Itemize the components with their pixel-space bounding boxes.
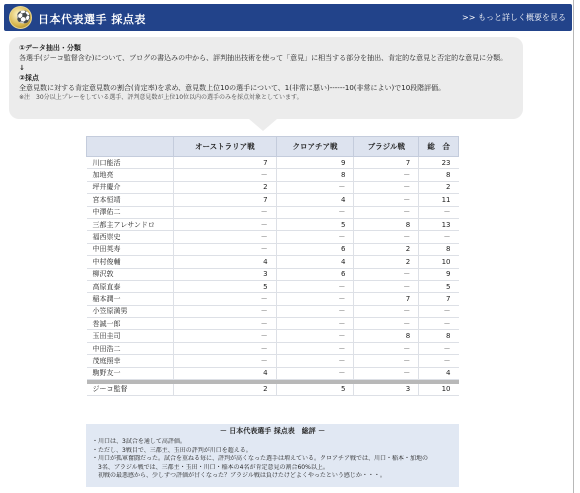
table-row xyxy=(87,318,459,330)
down-arrow-icon: ↓ xyxy=(19,64,25,72)
player-name: 宮本恒靖 xyxy=(87,194,174,206)
score-cell: 4 xyxy=(174,367,277,379)
score-cell: 4 xyxy=(276,256,354,268)
score-cell: － xyxy=(276,318,354,330)
score-cell: 2 xyxy=(174,384,277,396)
table-row xyxy=(87,169,459,181)
score-cell: 6 xyxy=(276,268,354,280)
table-row xyxy=(87,157,459,169)
score-cell: － xyxy=(354,355,419,367)
table-row xyxy=(87,194,459,206)
player-name: 中田浩二 xyxy=(87,342,174,354)
section1-text: 各選手(ジーコ監督含む)について、ブログの書込みの中から、評判抽出技術を使って「意見」に相当する部分を抽出、肯定的な意見と否定的な意見に分類。 xyxy=(19,54,508,62)
table-header-row xyxy=(87,137,459,157)
summary-line: 初戦の最悪感から、少しずつ評価が甘くなった？ブラジル戦は負けたけどよくやったという感じか・・・。 xyxy=(92,472,386,479)
section1-heading: ①データ抽出・分類 xyxy=(19,44,81,52)
score-cell: 5 xyxy=(276,384,354,396)
score-cell: － xyxy=(419,342,459,354)
table-row xyxy=(87,206,459,218)
score-cell: － xyxy=(354,194,419,206)
player-name: 三都主アレサンドロ xyxy=(87,218,174,230)
score-cell: － xyxy=(354,280,419,292)
page-title: 日本代表選手 採点表 xyxy=(38,13,146,26)
player-name: 稲本潤一 xyxy=(87,293,174,305)
score-cell: 8 xyxy=(354,218,419,230)
score-cell: － xyxy=(276,355,354,367)
player-name: 中澤佑二 xyxy=(87,206,174,218)
score-cell: － xyxy=(419,355,459,367)
score-cell: － xyxy=(354,206,419,218)
table-row xyxy=(87,181,459,193)
score-cell: － xyxy=(174,293,277,305)
score-cell: 5 xyxy=(276,218,354,230)
score-cell: 2 xyxy=(354,256,419,268)
score-cell: － xyxy=(354,367,419,379)
summary-panel xyxy=(86,424,459,487)
score-cell: － xyxy=(174,355,277,367)
score-cell: 5 xyxy=(419,280,459,292)
score-cell: － xyxy=(354,268,419,280)
summary-line: ・川口は、3試合を通して高評価。 xyxy=(92,438,186,445)
more-details-link[interactable]: >> もっと詳しく概要を見る xyxy=(462,13,566,22)
score-cell: － xyxy=(419,318,459,330)
player-name: ジーコ監督 xyxy=(87,384,174,396)
summary-line: 3名、ブラジル戦では、三都主・玉田・川口・稲本の4名が肯定意見の割合60%以上。 xyxy=(92,463,329,471)
section2-heading: ②採点 xyxy=(19,74,39,82)
score-cell: 8 xyxy=(419,330,459,342)
player-name: 柳沢敦 xyxy=(87,268,174,280)
player-name: 茂庭照幸 xyxy=(87,355,174,367)
score-cell: － xyxy=(276,330,354,342)
table-row xyxy=(87,342,459,354)
table-row xyxy=(87,293,459,305)
score-cell: 7 xyxy=(174,157,277,169)
score-cell: 2 xyxy=(419,181,459,193)
score-cell: 7 xyxy=(354,293,419,305)
table-row xyxy=(87,243,459,255)
score-cell: － xyxy=(354,231,419,243)
score-cell: － xyxy=(174,318,277,330)
score-cell: － xyxy=(419,305,459,317)
score-cell: － xyxy=(276,181,354,193)
player-name: 駒野友一 xyxy=(87,367,174,379)
callout-pointer xyxy=(249,119,277,131)
score-cell: 3 xyxy=(174,268,277,280)
column-header-croatia: クロアチア戦 xyxy=(276,137,354,157)
score-cell: 7 xyxy=(419,293,459,305)
score-cell: － xyxy=(354,318,419,330)
player-name: 川口能活 xyxy=(87,157,174,169)
summary-title: － 日本代表選手 採点表 総評 － xyxy=(219,427,326,435)
score-cell: － xyxy=(174,243,277,255)
score-cell: － xyxy=(354,181,419,193)
table-row xyxy=(87,355,459,367)
header-bar xyxy=(4,4,572,31)
score-cell: － xyxy=(174,342,277,354)
player-name: 中田英寿 xyxy=(87,243,174,255)
column-header-player xyxy=(87,137,174,157)
score-cell: － xyxy=(174,218,277,230)
column-header-brazil: ブラジル戦 xyxy=(354,137,419,157)
note-text: ※注 30分以上プレーをしている選手、評判意見数が上位10位以内の選手のみを採点対象としています。 xyxy=(19,94,303,101)
column-header-australia: オーストラリア戦 xyxy=(174,137,277,157)
score-cell: － xyxy=(174,305,277,317)
method-info-panel xyxy=(9,37,523,119)
score-cell: － xyxy=(276,342,354,354)
score-cell: － xyxy=(174,231,277,243)
player-name: 坪井慶介 xyxy=(87,181,174,193)
score-cell: 2 xyxy=(354,243,419,255)
table-row xyxy=(87,305,459,317)
score-cell: 4 xyxy=(276,194,354,206)
score-cell: 8 xyxy=(354,330,419,342)
player-name: 福西崇史 xyxy=(87,231,174,243)
score-cell: 6 xyxy=(276,243,354,255)
player-name: 加地亮 xyxy=(87,169,174,181)
score-cell: － xyxy=(276,206,354,218)
table-row xyxy=(87,218,459,230)
score-cell: 4 xyxy=(174,256,277,268)
score-cell: － xyxy=(354,342,419,354)
score-cell: － xyxy=(276,293,354,305)
score-cell: － xyxy=(174,169,277,181)
player-name: 中村俊輔 xyxy=(87,256,174,268)
score-cell: 10 xyxy=(419,384,459,396)
score-cell: － xyxy=(276,305,354,317)
player-name: 小笠原満男 xyxy=(87,305,174,317)
score-cell: 13 xyxy=(419,218,459,230)
score-cell: 5 xyxy=(174,280,277,292)
score-cell: 23 xyxy=(419,157,459,169)
column-header-total: 総 合 xyxy=(419,137,459,157)
score-cell: － xyxy=(276,231,354,243)
player-name: 高原直泰 xyxy=(87,280,174,292)
score-cell: 3 xyxy=(354,384,419,396)
table-row xyxy=(87,367,459,379)
score-cell: 10 xyxy=(419,256,459,268)
table-row xyxy=(87,231,459,243)
score-cell: 9 xyxy=(419,268,459,280)
soccer-ball-logo-icon: ⚽ xyxy=(9,6,32,29)
player-name: 玉田圭司 xyxy=(87,330,174,342)
score-cell: 7 xyxy=(354,157,419,169)
score-cell: 4 xyxy=(419,367,459,379)
score-cell: 8 xyxy=(419,169,459,181)
score-cell: － xyxy=(276,367,354,379)
score-cell: 9 xyxy=(276,157,354,169)
score-table-wrapper xyxy=(86,136,459,396)
section2-text: 全意見数に対する肯定意見数の割合(肯定率)を求め、意見数上位10の選手について、1(非常に悪い)------10(非常によい)で10段階評価。 xyxy=(19,84,446,92)
score-cell: 8 xyxy=(276,169,354,181)
player-name: 巻誠一郎 xyxy=(87,318,174,330)
score-table xyxy=(86,136,459,396)
table-row xyxy=(87,268,459,280)
table-row xyxy=(87,330,459,342)
score-cell: 11 xyxy=(419,194,459,206)
score-cell: － xyxy=(174,206,277,218)
table-row-coach xyxy=(87,384,459,396)
table-row xyxy=(87,280,459,292)
score-cell: － xyxy=(354,305,419,317)
summary-line: ・ただし、3戦目で、三都主、玉田の評判が川口を超える。 xyxy=(92,446,252,454)
score-cell: 7 xyxy=(174,194,277,206)
score-cell: － xyxy=(419,206,459,218)
score-cell: － xyxy=(276,280,354,292)
score-cell: 2 xyxy=(174,181,277,193)
summary-line: ・川口が孤軍奮闘だった。試合を重ねる毎に、評判が高くなった選手は増えている。クロアチア戦では、川口・稲本・加地の xyxy=(92,455,429,462)
table-row xyxy=(87,256,459,268)
score-cell: － xyxy=(419,231,459,243)
score-cell: － xyxy=(174,330,277,342)
score-cell: 8 xyxy=(419,243,459,255)
score-cell: － xyxy=(354,169,419,181)
